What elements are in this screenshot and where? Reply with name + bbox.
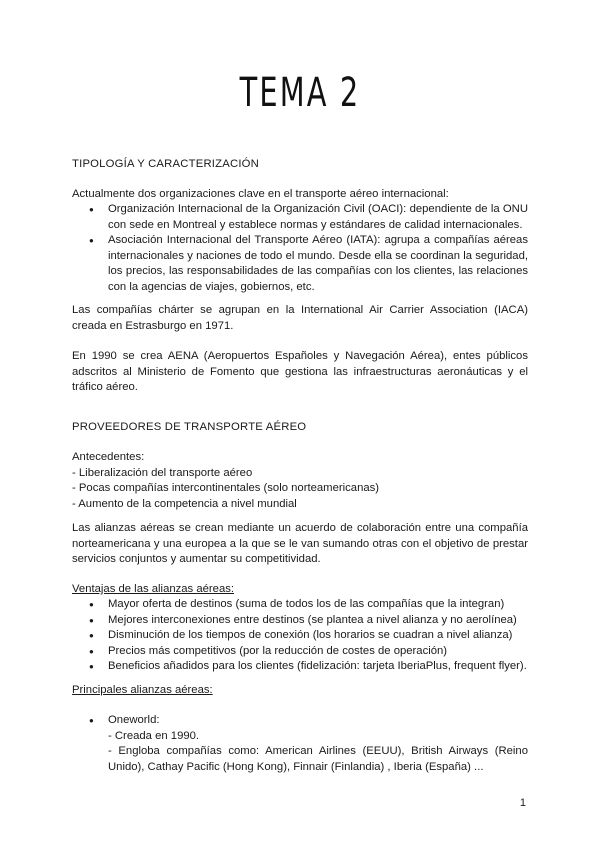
charter-paragraph: Las compañías chárter se agrupan en la International Air Carrier Association (IACA) creada en Estrasburgo en 1971. xyxy=(72,304,528,332)
list-item: ● Organización Internacional de la Organización Civil (OACI): dependiente de la ONU con sede en Montreal y establece normas y estándares de calidad internacionales. xyxy=(72,202,528,233)
organizations-list xyxy=(72,202,528,295)
ventajas-list xyxy=(72,597,528,675)
list-item-oneworld xyxy=(72,713,528,775)
ventajas-label: Ventajas de las alianzas aéreas: xyxy=(72,583,235,595)
intro-paragraph: Actualmente dos organizaciones clave en el transporte aéreo internacional: xyxy=(72,188,449,200)
section-heading-tipologia: TIPOLOGÍA Y CARACTERIZACIÓN xyxy=(72,158,260,170)
principales-label: Principales alianzas aéreas: xyxy=(72,684,213,696)
list-item: - Pocas compañías intercontinentales (solo norteamericanas) xyxy=(72,482,380,494)
list-item: ● Mejores interconexiones entre destinos (se plantea a nivel alianza y no aerolínea) xyxy=(72,613,528,629)
antecedentes-label: Antecedentes: xyxy=(72,451,145,463)
aena-paragraph: En 1990 se crea AENA (Aeropuertos Españoles y Navegación Aérea), entes públicos adscritos al Ministerio de Fomento que gestiona las infraestructuras aeronáuticas y el tráfico aéreo. xyxy=(72,350,528,393)
alianzas-list xyxy=(72,713,528,775)
list-item: ● Asociación Internacional del Transporte Aéreo (IATA): agrupa a compañías aéreas internacionales y naciones de todo el mundo. Desde ella se coordinan la seguridad, los precios, las responsabilidades de las compañías con los clientes, las relaciones con la agencias de viajes, gobiernos, etc. xyxy=(72,233,528,295)
list-item: - Aumento de la competencia a nivel mundial xyxy=(72,497,297,510)
alianzas-paragraph: Las alianzas aéreas se crean mediante un acuerdo de colaboración entre una compañía norteamericana y una europea a la que se le van sumando otras con el objetivo de prestar servicios conjuntos y aumentar su competitividad. xyxy=(72,522,528,565)
oneworld-members: - Engloba compañías como: American Airlines (EEUU), British Airways (Reino Unido), Cathay Pacific (Hong Kong), Finnair (Finlandia) , Iberia (España) ... xyxy=(108,745,528,773)
list-item: ● Mayor oferta de destinos (suma de todos los de las compañías que la integran) xyxy=(72,597,528,613)
list-item: ● Disminución de los tiempos de conexión (los horarios se cuadran a nivel alianza) xyxy=(72,628,528,644)
list-item: - Liberalización del transporte aéreo xyxy=(72,466,253,479)
list-item: ● Beneficios añadidos para los clientes (fidelización: tarjeta IberiaPlus, frequent flyer). xyxy=(72,659,528,675)
oneworld-created: - Creada en 1990. xyxy=(108,729,200,742)
page-title: TEMA 2 xyxy=(239,70,361,116)
antecedentes-block xyxy=(72,450,528,512)
page-number: 1 xyxy=(519,797,526,809)
list-item: ● Precios más competitivos (por la reducción de costes de operación) xyxy=(72,644,528,660)
section-heading-proveedores: PROVEEDORES DE TRANSPORTE AÉREO xyxy=(72,421,307,433)
oneworld-name: ● Oneworld: xyxy=(108,714,160,726)
